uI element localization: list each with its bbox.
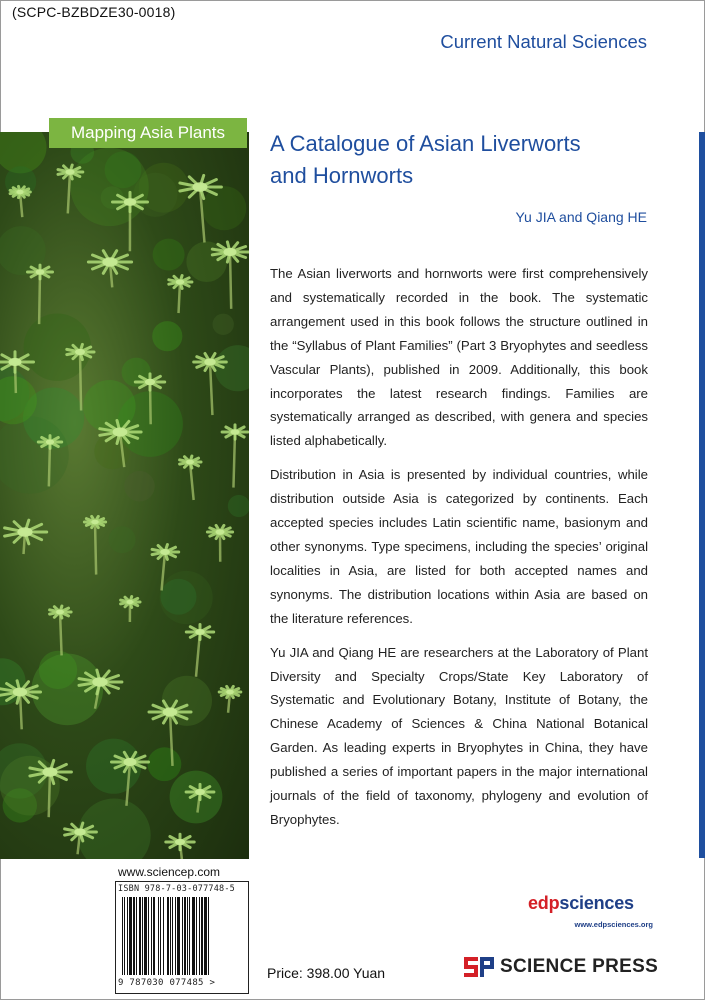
edp-sciences-logo: [528, 893, 653, 933]
science-press-logo: [464, 955, 658, 979]
series-title: Current Natural Sciences: [440, 31, 647, 52]
paragraph: Distribution in Asia is presented by individual countries, while distribution outside Asia is categorized by continents. Each accepted species includes Latin scientific name, basionym and other synonyms. Type specimens, including the species’ original localities in Asia, are listed for both accepted names and synonyms. The distribution locations within Asia are based on the literature references.: [270, 467, 648, 626]
book-code: (SCPC-BZBDZE30-0018): [12, 4, 176, 20]
title-line-1: A Catalogue of Asian Liverworts: [270, 131, 581, 156]
isbn-text: ISBN 978-7-03-077748-5: [118, 884, 235, 894]
barcode: [115, 881, 249, 994]
barcode-bars: [120, 897, 244, 977]
publisher-website: www.sciencep.com: [118, 865, 221, 879]
paragraph: The Asian liverworts and hornworts were first comprehensively and systematically recorded in the book. The systematic arrangement used in this book follows the structure outlined in the “Syllabus of Plant Families” (Part 3 Bryophytes and seedless Vascular Plants), published in 2009. Additionally, this book incorporates the latest research findings. Families are systematically arranged as described, with genera and species listed alphabetically.: [270, 266, 648, 449]
barcode-digits: 9 787030 077485 >: [118, 978, 216, 988]
edp-url: www.edpsciences.org: [574, 920, 653, 929]
cover-photo: [0, 132, 249, 859]
science-press-name: SCIENCE PRESS: [500, 956, 659, 977]
series-tab: Mapping Asia Plants: [49, 118, 247, 148]
accent-bar: [699, 132, 705, 858]
title-line-2: and Hornworts: [270, 163, 414, 188]
edp-logo-part1: edp: [528, 893, 560, 913]
price: Price: 398.00 Yuan: [267, 965, 386, 981]
description: [270, 262, 648, 842]
edp-logo-part2: sciences: [559, 893, 634, 913]
paragraph: Yu JIA and Qiang HE are researchers at the Laboratory of Plant Diversity and Specialty Crops/State Key Laboratory of Systematic and Evolutionary Botany, Institute of Botany, the Chinese Academy of Sciences & China National Botanical Garden. As leading experts in Bryophytes in China, they have published a series of important papers in the major international journals of the field of taxonomy, phylogeny and evolution of Bryophytes.: [270, 644, 648, 827]
science-press-mark-icon: [464, 957, 494, 977]
authors: Yu JIA and Qiang HE: [515, 209, 647, 225]
book-title: [270, 128, 670, 192]
